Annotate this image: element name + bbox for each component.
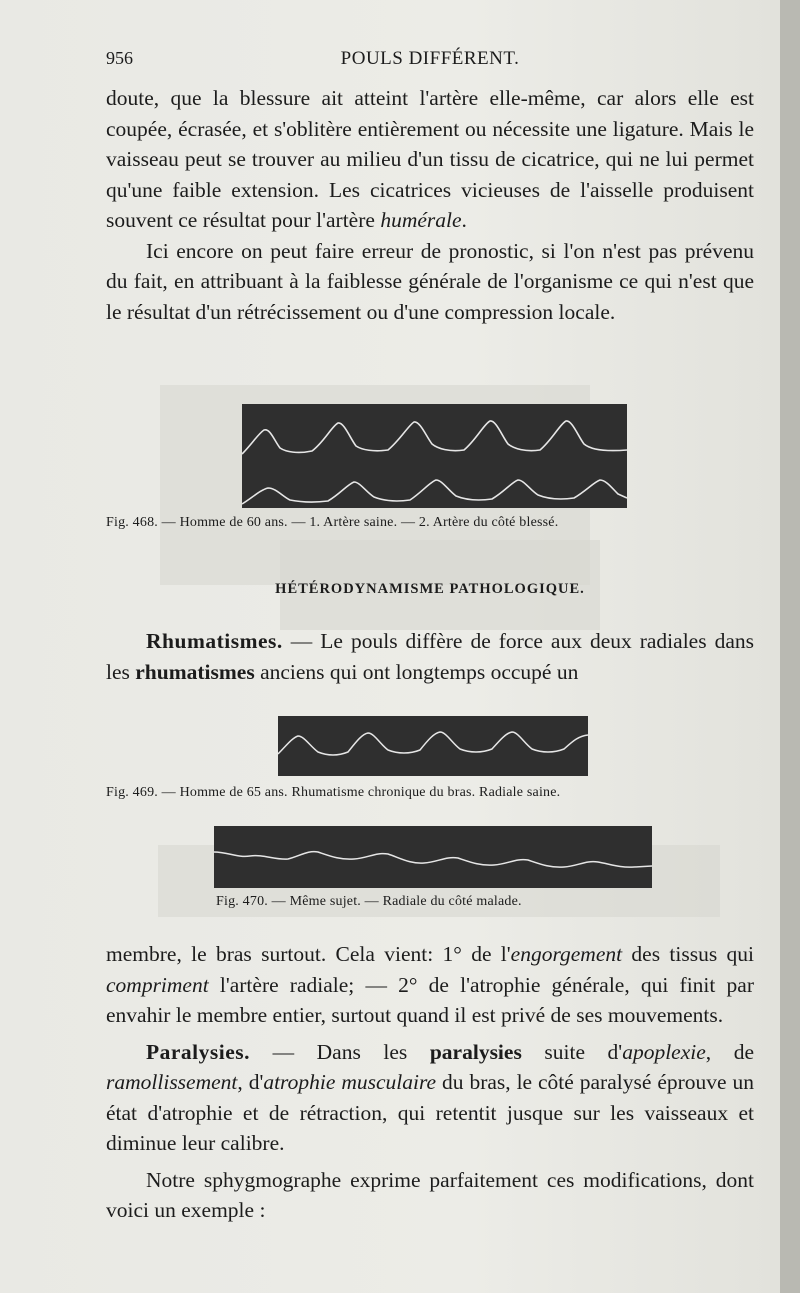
body-text-top [106, 83, 754, 327]
body-text-middle [106, 626, 754, 687]
pulse-trace-healthy-radial [278, 732, 588, 755]
body-text-bottom [106, 939, 754, 1226]
run-in-heading: Paralysies. [146, 1039, 251, 1064]
figure-468-tracing [242, 404, 627, 508]
pulse-trace-injured [242, 480, 627, 504]
paragraph: Notre sphygmographe exprime parfaitement ces modifications, dont voici un exemple : [106, 1167, 754, 1222]
pulse-tracing-svg [214, 826, 652, 888]
bold-term: paralysies [429, 1039, 522, 1064]
paragraph: Rhumatismes. — Le pouls diffère de force aux deux radiales dans les rhumatismes anciens qui ont longtemps occupé un [106, 629, 754, 684]
pulse-trace-diseased-radial [214, 852, 652, 868]
section-title: HÉTÉRODYNAMISME PATHOLOGIQUE. [275, 581, 585, 597]
figure-470-caption: Fig. 470. — Même sujet. — Radiale du côté malade. [216, 894, 522, 909]
pulse-trace-healthy [242, 421, 627, 454]
book-gutter [780, 0, 800, 1293]
paragraph: Ici encore on peut faire erreur de pronostic, si l'on n'est pas prévenu du fait, en attribuant à la faiblesse générale de l'organisme ce qui n'est que le résultat d'un rétrécissement ou d'une compression locale. [106, 238, 754, 324]
page-number: 956 [106, 48, 133, 68]
run-in-heading: Rhumatismes. [146, 629, 283, 653]
bold-term: rhumatismes [135, 659, 255, 684]
figure-468-caption: Fig. 468. — Homme de 60 ans. — 1. Artère saine. — 2. Artère du côté blessé. [106, 515, 559, 530]
pulse-tracing-svg [278, 716, 588, 776]
figure-469-caption: Fig. 469. — Homme de 65 ans. Rhumatisme chronique du bras. Radiale saine. [106, 785, 561, 800]
paragraph: membre, le bras surtout. Cela vient: 1° de l'engorgement des tissus qui compriment l'artère radiale; — 2° de l'atrophie générale, qui finit par envahir le membre entier, surtout quand il est privé de ses mouvements. [106, 942, 754, 1027]
paragraph: doute, que la blessure ait atteint l'artère elle-même, car alors elle est coupée, écrasée, et s'oblitère entièrement ou nécessite une ligature. Mais le vaisseau peut se trouver au milieu d'un tissu de cicatrice, qui ne lui permet qu'une faible extension. Les cicatrices vicieuses de l'aisselle produisent souvent ce résultat pour l'artère humérale. [106, 86, 754, 232]
paragraph: Paralysies. — Dans les paralysies suite d'apoplexie, de ramollissement, d'atrophie musculaire du bras, le côté paralysé éprouve un état d'atrophie et de rétraction, qui retentit jusque sur les vaisseaux et diminue leur calibre. [106, 1039, 754, 1155]
figure-469-tracing [278, 716, 588, 776]
pulse-tracing-svg [242, 404, 627, 508]
running-title: POULS DIFFÉRENT. [340, 48, 520, 69]
italic-term: humérale [380, 208, 462, 232]
figure-470-tracing [214, 826, 652, 888]
page-header [106, 48, 754, 74]
